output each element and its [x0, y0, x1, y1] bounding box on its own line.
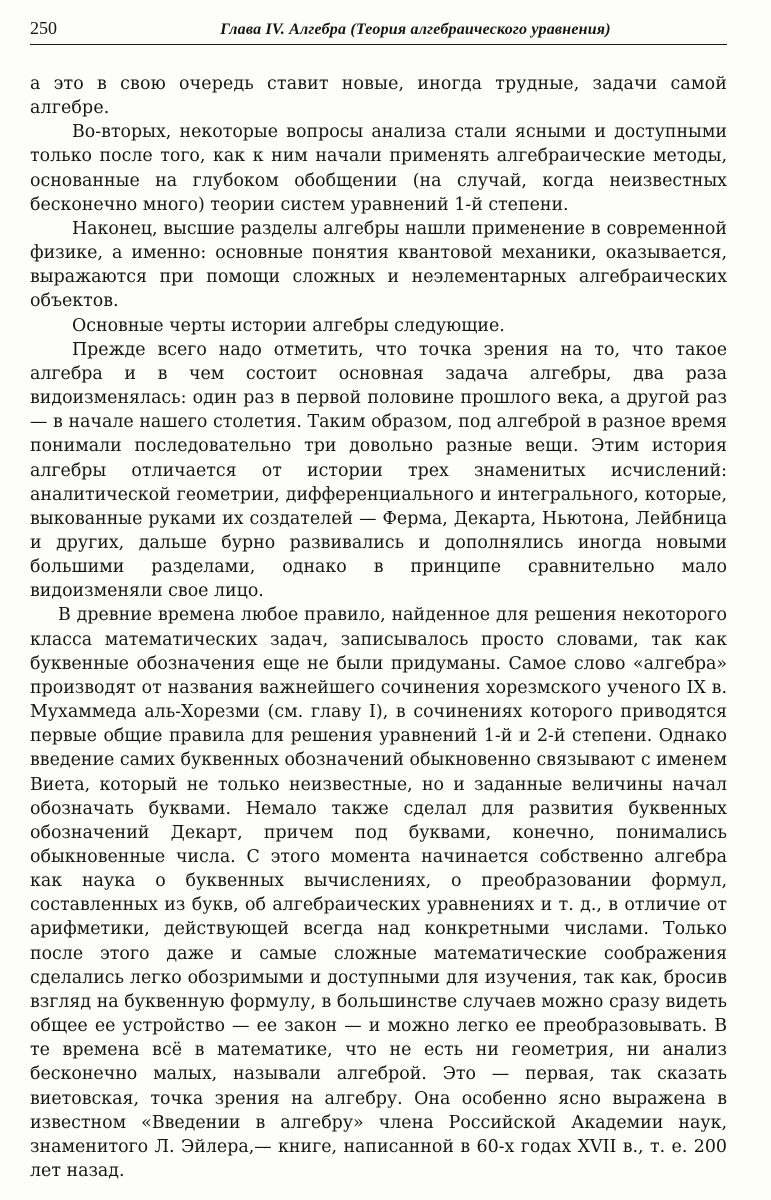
running-title: Глава IV. Алгебра (Теория алгебраического уравнения) [220, 21, 611, 38]
paragraph: В древние времена любое правило, найденное для решения некоторого класса математических задач, записывалось просто словами, так как буквенные обозначения еще не были придуманы. Самое слово «алгебра» производят от названия важнейшего сочинения хорезмского ученого IX в. Мухаммеда аль-Хорезми (см. главу I), в сочинениях которого приводятся первые общие правила для решения уравнений 1-й и 2-й степени. Однако введение самих буквенных обозначений обыкновенно связывают с именем Виета, который не только неизвестные, но и заданные величины начал обозначать буквами. Немало также сделал для развития буквенных обозначений Декарт, причем под буквами, конечно, понимались обыкновенные числа. С этого момента начинается собственно алгебра как наука о буквенных вычислениях, о преобразовании формул, составленных из букв, об алгебраических уравнениях и т. д., в отличие от арифметики, действующей всегда над конкретными числами. Только после этого даже и самые сложные математические соображения сделались легко обозримыми и доступными для изучения, так как, бросив взгляд на буквенную формулу, в большинстве случаев можно сразу видеть общее ее устройство — ее закон — и можно легко ее преобразовывать. В те времена всё в математике, что не есть ни геометрия, ни анализ бесконечно малых, называли алгеброй. Это — первая, так сказать виетовская, точка зрения на алгебру. Она особенно ясно выражена в известном «Введении в алгебру» члена Российской Академии наук, знаменитого Л. Эйлера,— книге, написанной в 60-х годах XVII в., т. е. 200 лет назад. [30, 605, 727, 1182]
paragraph: Во-вторых, некоторые вопросы анализа стали ясными и доступными только после того, как к ним начали применять алгебраические методы, основанные на глубоком обобщении (на случай, когда неизвестных бесконечно много) теории систем уравнений 1-й степени. [30, 122, 727, 215]
paragraph: Основные черты истории алгебры следующие. [72, 315, 505, 336]
body-text [30, 72, 727, 1183]
page-header [30, 18, 727, 44]
header-rule [30, 44, 727, 45]
paragraph: Наконец, высшие разделы алгебры нашли применение в современной физике, а именно: основные понятия квантовой механики, оказывается, выражаются при помощи сложных и неэлементарных алгебраических объектов. [30, 218, 727, 312]
page-number: 250 [30, 18, 57, 38]
paragraph: Прежде всего надо отметить, что точка зрения на то, что такое алгебра и в чем состоит основная задача алгебры, два раза видоизменялась: один раз в первой половине прошлого века, а другой раз — в начале нашего столетия. Таким образом, под алгеброй в разное время понимали последовательно три довольно разные вещи. Этим история алгебры отличается от истории трех знаменитых исчислений: аналитической геометрии, дифференциального и интегрального, которые, выкованные руками их создателей — Ферма, Декарта, Ньютона, Лейбница и других, дальше бурно развивались и дополнялись иногда новыми большими разделами, однако в принципе сравнительно мало видоизменяли свое лицо. [30, 339, 727, 602]
paragraph-continuation: а это в свою очередь ставит новые, иногда трудные, задачи самой алгебре. [30, 74, 727, 119]
book-page [30, 18, 727, 1183]
